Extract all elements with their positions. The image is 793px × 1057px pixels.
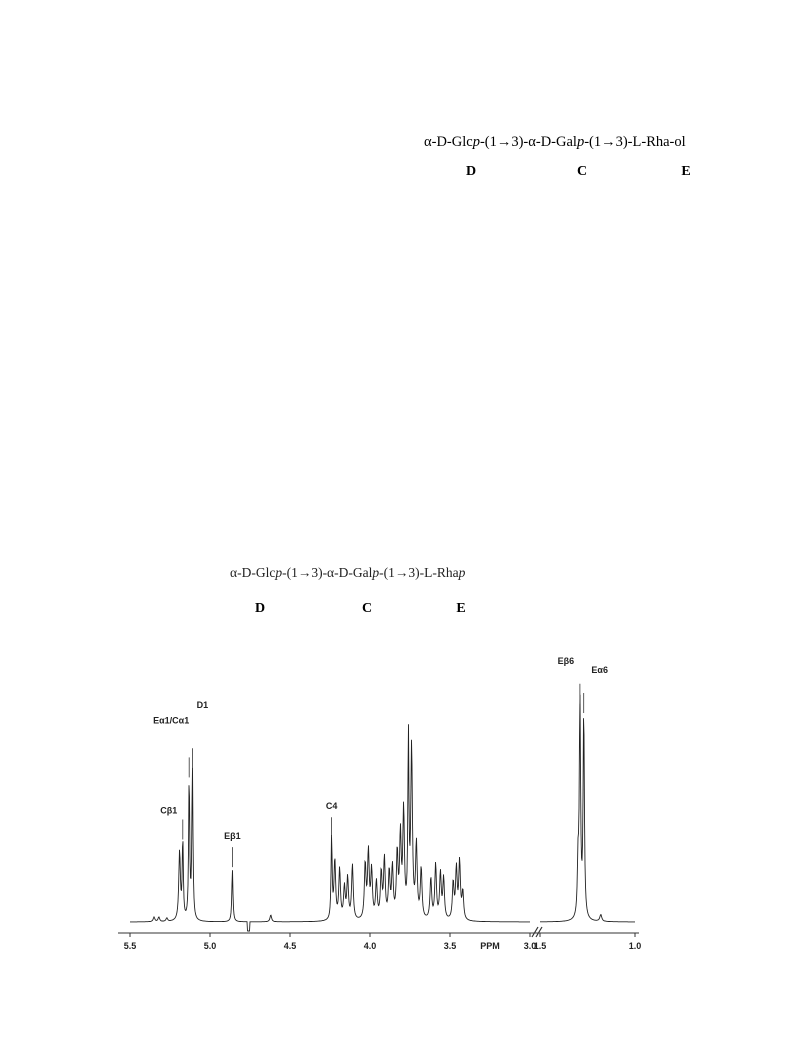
residue-label-c: C [361, 601, 373, 616]
x-tick-label: 1.0 [628, 941, 642, 951]
spectrum-trace-segment [130, 724, 530, 931]
alpha-prefix: α- [424, 134, 437, 150]
peak-label: Eα6 [591, 665, 608, 675]
alpha-prefix: α- [230, 565, 242, 580]
d-config: D [436, 134, 447, 150]
formula-trisaccharide [230, 565, 465, 581]
linkage: -(1→3)- [584, 134, 633, 150]
peak-label: D1 [196, 700, 209, 711]
glc-residue: -Glc [446, 134, 473, 150]
x-tick-label: 4.0 [363, 941, 377, 951]
spectrum-trace-segment [540, 695, 635, 922]
glc-residue: -Glc [251, 565, 276, 580]
pyranose-p: p [372, 565, 380, 580]
peak-labels [153, 656, 608, 867]
linkage: -(1→3)-α- [282, 565, 339, 580]
residue-label-e: E [456, 601, 466, 616]
x-tick-label: 1.5 [533, 941, 547, 951]
linkage: -(1→3)- [379, 565, 425, 580]
pyranose-p: p [472, 134, 480, 150]
d-config: D [241, 565, 252, 580]
x-tick-label: 3.5 [443, 941, 457, 951]
formula-reduced-trisaccharide [424, 134, 686, 151]
peak-label: Eβ1 [224, 831, 241, 842]
peak-label: Cβ1 [160, 805, 178, 816]
x-tick-label: 3.0 [523, 941, 537, 951]
gal-residue: -Gal [348, 565, 373, 580]
d-config: D [338, 565, 349, 580]
rha-residue: -Rha [432, 565, 459, 580]
nmr-spectrum [110, 640, 650, 960]
residue-label-d: D [254, 601, 266, 616]
pyranose-p: p [576, 134, 585, 150]
linkage: -(1→3)-α- [479, 134, 541, 150]
rha-ol-residue: -Rha-ol [641, 134, 686, 150]
x-tick-label: 4.5 [283, 941, 297, 951]
l-config: L [632, 134, 642, 150]
spectrum-axis [118, 927, 641, 951]
residue-label-d: D [465, 164, 477, 179]
x-tick-label: 5.5 [123, 941, 137, 951]
peak-label: C4 [325, 801, 338, 812]
d-config: D [540, 134, 552, 150]
l-config: L [424, 565, 433, 580]
residue-label-c: C [576, 164, 588, 179]
x-tick-label: 5.0 [203, 941, 217, 951]
peak-label: Eβ6 [557, 655, 575, 666]
x-tick-label: PPM [480, 941, 500, 951]
spectrum-trace [130, 695, 635, 931]
residue-label-e: E [681, 164, 691, 179]
pyranose-p: p [458, 565, 466, 580]
pyranose-p: p [275, 565, 283, 580]
peak-label: Eα1/Cα1 [153, 715, 190, 726]
gal-residue: -Gal [551, 134, 577, 150]
